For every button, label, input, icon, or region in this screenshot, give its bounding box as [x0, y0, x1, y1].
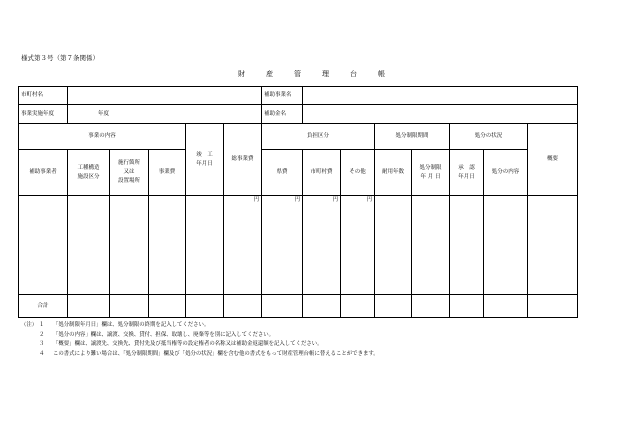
note-text: 「処分制限年月日」欄は、処分制限の終期を記入してください。 — [53, 322, 210, 328]
operator-header: 補助事業者 — [19, 150, 68, 196]
approval-date-header — [450, 150, 484, 196]
project-name-field[interactable] — [303, 87, 578, 105]
approval-date-header-line2: 年月日 — [458, 173, 475, 180]
location-header-line3: 設置場所 — [117, 177, 140, 184]
note-item — [21, 331, 379, 341]
work-type-cell[interactable] — [68, 196, 110, 295]
note-text: 「処分の内容」欄は、譲渡、交換、貸付、担保、取壊し、廃棄等を別に記入してください。 — [53, 331, 275, 338]
total-cost-header: 総事業費 — [224, 124, 262, 196]
totals-cell[interactable] — [262, 295, 303, 318]
yen-unit: 円 — [294, 197, 300, 203]
note-item — [21, 340, 379, 350]
location-header — [110, 150, 149, 196]
note-item — [21, 321, 379, 331]
municipal-cost-header: 市町村費 — [303, 150, 341, 196]
property-ledger-table — [18, 86, 578, 318]
limit-date-header-line2: 年 月 日 — [420, 173, 441, 180]
location-header-line2: 又は — [123, 169, 135, 176]
useful-life-header: 耐用年数 — [375, 150, 412, 196]
note-number: ２ — [39, 331, 45, 338]
municipality-label: 市町村名 — [19, 87, 68, 105]
grant-amount-field[interactable] — [303, 105, 578, 124]
disposal-period-header: 処分制限期間 — [375, 124, 450, 150]
note-item — [21, 350, 379, 360]
location-cell[interactable] — [110, 196, 149, 295]
total-cost-cell[interactable] — [224, 196, 262, 295]
project-content-header: 事業の内容 — [19, 124, 186, 150]
completion-date-header-line1: 竣 工 — [196, 151, 213, 158]
note-text: 「概要」欄は、譲渡先、交換先、貸付先及び抵当権等の設定権者の名称又は補助金返還額を記入してください。 — [53, 341, 323, 347]
yen-unit: 円 — [332, 197, 338, 203]
fiscal-year-label: 事業実施年度 — [19, 105, 68, 124]
fiscal-year-field[interactable]: 年度 — [68, 105, 262, 124]
location-header-line1: 施行箇所 — [117, 160, 140, 167]
totals-cell[interactable] — [149, 295, 186, 318]
disposal-content-cell[interactable] — [484, 196, 528, 295]
project-name-label: 補助事業名 — [262, 87, 303, 105]
other-cell[interactable] — [341, 196, 375, 295]
header-row-2 — [19, 150, 578, 196]
totals-cell[interactable] — [528, 295, 578, 318]
summary-header: 概要 — [528, 124, 578, 196]
useful-life-cell[interactable] — [375, 196, 412, 295]
totals-cell[interactable] — [110, 295, 149, 318]
totals-cell[interactable] — [186, 295, 224, 318]
work-type-header — [68, 150, 110, 196]
subsidy-header: 県費 — [262, 150, 303, 196]
totals-cell[interactable] — [450, 295, 484, 318]
totals-row — [19, 295, 578, 318]
completion-date-header-line2: 年月日 — [196, 160, 213, 167]
yen-unit: 円 — [366, 197, 372, 203]
approval-date-cell[interactable] — [450, 196, 484, 295]
notes — [21, 321, 379, 359]
note-text: この書式により難い場合は、「処分制限期間」欄及び「処分の状況」欄を含む他の書式をもって財産管理台帳に替えることができます。 — [53, 350, 379, 357]
totals-cell[interactable] — [375, 295, 412, 318]
disposal-status-header: 処分の状況 — [450, 124, 528, 150]
totals-cell[interactable] — [68, 295, 110, 318]
subsidy-cell[interactable] — [262, 196, 303, 295]
document-title: 財 産 管 理 台 帳 — [238, 70, 392, 78]
form-number: 様式第３号（第７条関係） — [21, 54, 99, 62]
operator-cell[interactable] — [19, 196, 68, 295]
completion-date-header — [186, 124, 224, 196]
work-type-header-line2: 施設区分 — [77, 173, 100, 180]
municipal-cost-cell[interactable] — [303, 196, 341, 295]
totals-cell[interactable] — [484, 295, 528, 318]
header-row-1 — [19, 124, 578, 150]
limit-date-header — [412, 150, 450, 196]
note-number: ３ — [39, 341, 45, 347]
totals-cell[interactable] — [341, 295, 375, 318]
totals-label: 合計 — [19, 295, 68, 318]
work-type-header-line1: 工種構造 — [77, 164, 100, 171]
completion-date-cell[interactable] — [186, 196, 224, 295]
totals-cell[interactable] — [303, 295, 341, 318]
municipality-field[interactable] — [68, 87, 262, 105]
note-number: １ — [39, 322, 45, 328]
data-row — [19, 196, 578, 295]
notes-prefix: （注） — [21, 322, 38, 328]
disposal-content-header: 処分の内容 — [484, 150, 528, 196]
info-row-2 — [19, 105, 578, 124]
approval-date-header-line1: 承 認 — [458, 164, 475, 171]
limit-date-cell[interactable] — [412, 196, 450, 295]
yen-unit: 円 — [253, 197, 259, 203]
project-cost-cell[interactable] — [149, 196, 186, 295]
grant-amount-label: 補助金名 — [262, 105, 303, 124]
summary-cell[interactable] — [528, 196, 578, 295]
limit-date-header-line1: 処分制限 — [419, 164, 442, 171]
totals-cell[interactable] — [412, 295, 450, 318]
other-header: その他 — [341, 150, 375, 196]
totals-cell[interactable] — [224, 295, 262, 318]
note-number: ４ — [39, 350, 45, 357]
burden-header: 負担区分 — [262, 124, 375, 150]
project-cost-header: 事業費 — [149, 150, 186, 196]
info-row-1 — [19, 87, 578, 105]
